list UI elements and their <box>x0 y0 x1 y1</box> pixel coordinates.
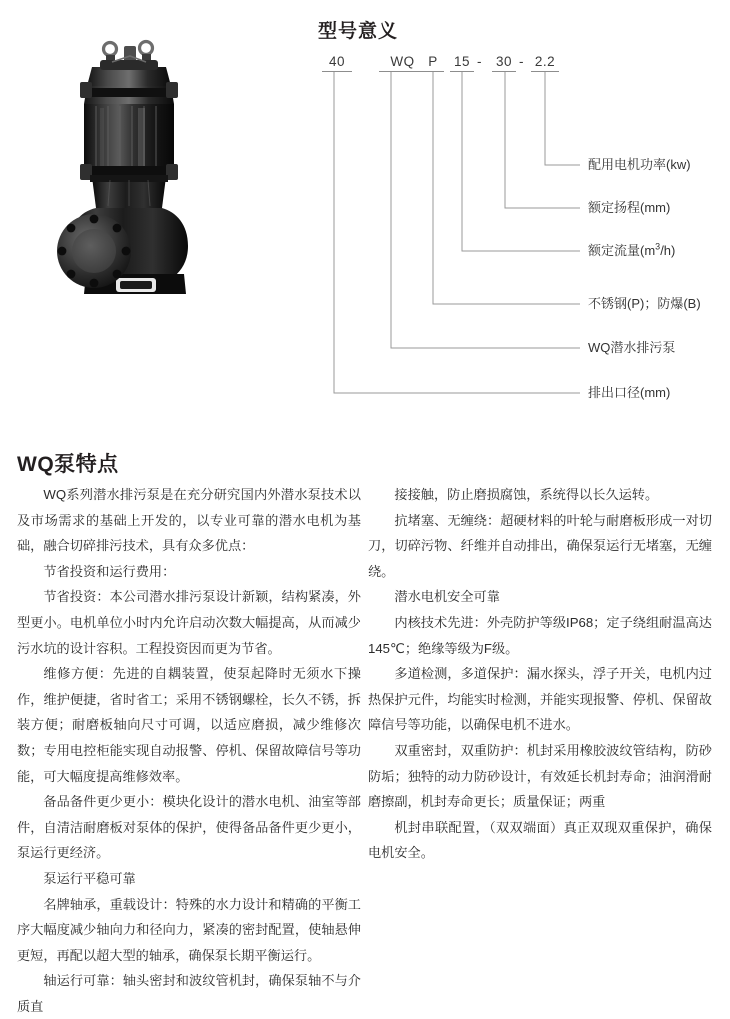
diagram-title: 型号意义 <box>318 21 399 42</box>
features-heading: WQ泵特点 <box>17 453 119 476</box>
model-code-segment: 2.2 <box>531 55 559 72</box>
feature-paragraph: 抗堵塞、无缠绕：超硬材料的叶轮与耐磨板形成一对切刀，切碎污物、纤维并自动排出，确保泵运行无堵塞，无缠绕。 <box>368 512 712 579</box>
diagram-label: 配用电机功率(kw) <box>588 157 691 172</box>
feature-paragraph: 泵运行平稳可靠 <box>43 870 136 886</box>
feature-paragraph: 接接触，防止磨损腐蚀，系统得以长久运转。 <box>394 487 659 502</box>
model-code-segment: 40 <box>322 55 352 72</box>
pump-product-photo <box>34 22 274 312</box>
diagram-label-suffix: /h) <box>660 243 676 258</box>
features-left-column <box>17 482 361 1019</box>
leader-line <box>505 72 580 208</box>
leader-line <box>391 72 580 348</box>
model-code-dash: - <box>519 54 524 69</box>
model-code-segment: P <box>422 55 444 72</box>
model-designation-section <box>0 0 730 430</box>
model-code-segment: 30 <box>492 55 516 72</box>
leader-line <box>545 72 580 165</box>
feature-paragraph: 名牌轴承，重载设计：特殊的水力设计和精确的平衡工序大幅度减少轴向力和径向力，紧凑的密封配置，使轴悬伸更短，再配以超大型的轴承，确保泵长期平衡运行。 <box>17 896 361 963</box>
diagram-label-text: 额定流量(m <box>588 243 656 258</box>
feature-paragraph: 机封串联配置，（双双端面）真正双现双重保护，确保电机安全。 <box>368 819 712 861</box>
feature-paragraph: 多道检测，多道保护：漏水探头，浮子开关，电机内过热保护元件，均能实时检测，并能实现报警、停机、保留故障信号等功能，以确保电机不进水。 <box>368 666 712 733</box>
diagram-label: 不锈钢(P)；防爆(B) <box>588 296 701 311</box>
diagram-label: 排出口径(mm) <box>588 385 671 400</box>
diagram-label: 额定扬程(mm) <box>588 200 671 215</box>
model-code-segment: 15 <box>450 55 474 72</box>
feature-paragraph: 节省投资和运行费用： <box>43 563 176 579</box>
leader-line <box>433 72 580 304</box>
feature-paragraph: 双重密封，双重防护：机封采用橡胶波纹管结构，防砂防垢；独特的动力防砂设计，有效延长机封寿命；油润滑耐磨擦副，机封寿命更长；质量保证；两重 <box>368 742 712 810</box>
model-code-segment: WQ <box>379 55 426 72</box>
feature-paragraph: 节省投资：本公司潜水排污泵设计新颖，结构紧凑，外型更小。电机单位小时内允许启动次数大幅提高，从而减少污水坑的设计容积。工程投资因而更为节省。 <box>17 589 361 656</box>
feature-paragraph: 轴运行可靠：轴头密封和波纹管机封，确保泵轴不与介质直 <box>17 973 361 1014</box>
leader-line <box>334 72 580 393</box>
model-code-dash: - <box>477 54 482 69</box>
features-right-column <box>368 482 712 866</box>
diagram-label-superscript: 3 <box>655 241 661 252</box>
feature-paragraph: 维修方便：先进的自耦装置，使泵起降时无须水下操作，维护便捷，省时省工；采用不锈钢螺栓，长久不锈，拆装方便；耐磨板轴向尺寸可调，以适应磨损，减少维修次数；专用电控柜能实现自动报警、停机、保留故障信号等功能，可大幅度提高维修效率。 <box>17 666 361 784</box>
leader-line <box>462 72 580 251</box>
diagram-label: WQ潜水排污泵 <box>588 340 676 355</box>
feature-paragraph: WQ系列潜水排污泵是在充分研究国内外潜水泵技术以及市场需求的基础上开发的，以专业可靠的潜水电机为基础，融合切碎排污技术，具有众多优点： <box>17 487 361 554</box>
feature-paragraph: 潜水电机安全可靠 <box>394 589 500 605</box>
feature-paragraph: 备品备件更少更小：模块化设计的潜水电机、油室等部件，自清洁耐磨板对泵体的保护，使得备品备件更少更小，泵运行更经济。 <box>17 794 361 861</box>
diagram-label <box>588 241 676 258</box>
feature-paragraph: 内核技术先进：外壳防护等级IP68；定子绕组耐温高达145℃；绝缘等级为F级。 <box>368 614 712 656</box>
